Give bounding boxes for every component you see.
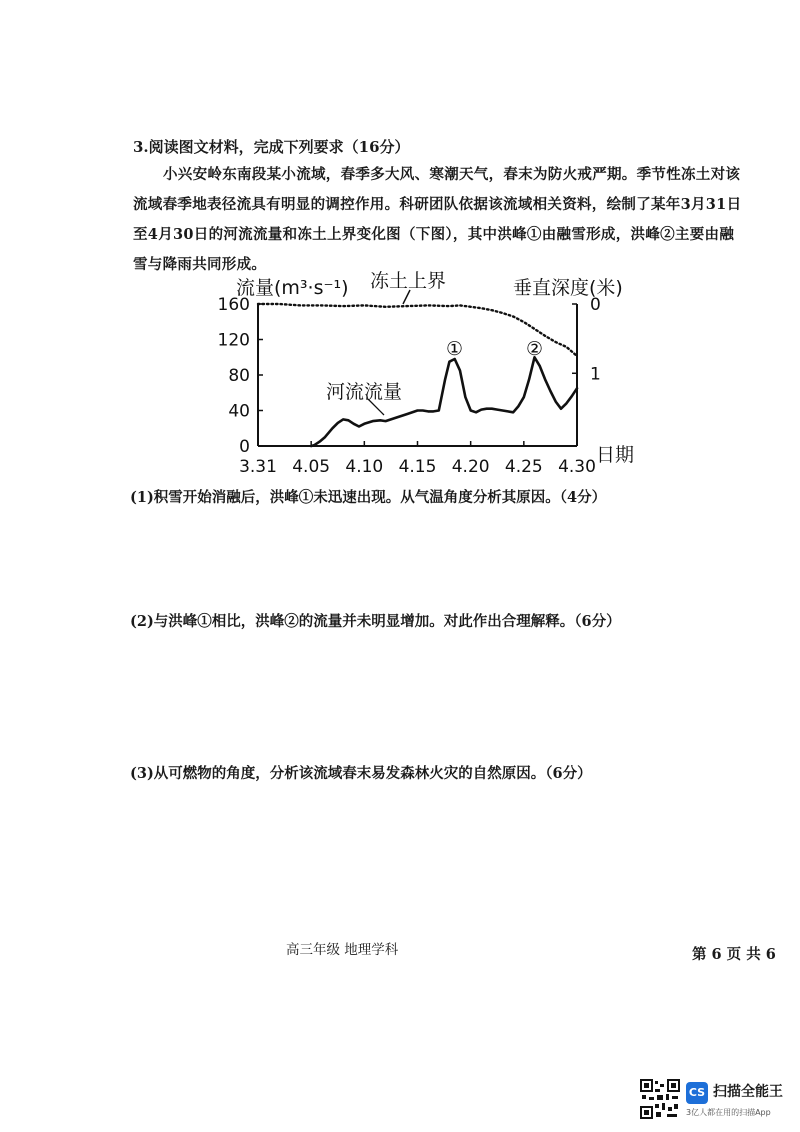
peak-2-label: ②	[526, 338, 544, 360]
permafrost-series-label: 冻土上界	[370, 270, 447, 292]
permafrost-label-pointer	[403, 290, 410, 304]
question-material: 小兴安岭东南段某小流域，春季多大风、寒潮天气，春末为防火戒严期。季节性冻土对该流域春季地表径流具有明显的调控作用。科研团队依据该流域相关资料，绘制了某年3月31日至4月30日的河流流量和冻土上界变化图（下图），其中洪峰①由融雪形成，洪峰②主要由融雪与降雨共同形成。	[133, 166, 742, 273]
scanner-tagline: 3亿人都在用的扫描App	[686, 1108, 771, 1117]
x-axis-label: 日期	[596, 444, 635, 466]
camscanner-logo: CS	[686, 1082, 708, 1104]
y-right-tick-label: 0	[590, 295, 601, 315]
y-left-tick-label: 0	[239, 437, 250, 457]
x-tick-label: 4.25	[504, 457, 543, 477]
x-tick-label: 3.31	[239, 457, 277, 477]
left-axis-label: 流量(m³·s⁻¹)	[236, 277, 349, 299]
y-left-tick-label: 120	[217, 330, 250, 351]
y-right-tick-label: 1	[590, 364, 601, 385]
x-tick-label: 4.20	[451, 457, 490, 477]
x-tick-label: 4.30	[558, 457, 596, 477]
y-left-tick-label: 40	[228, 401, 250, 422]
x-tick-label: 4.10	[345, 457, 384, 477]
subquestion-2: (2)与洪峰①相比，洪峰②的流量并未明显增加。对此作出合理解释。（6分）	[130, 613, 621, 630]
y-left-tick-label: 80	[228, 366, 250, 386]
flow-series-label: 河流流量	[326, 381, 403, 403]
flow-permafrost-chart	[217, 262, 665, 477]
footer-grade-subject: 高三年级 地理学科	[286, 942, 399, 958]
qr-code-icon	[640, 1079, 680, 1119]
scanner-app-name: 扫描全能王	[713, 1084, 783, 1100]
subquestion-1: (1)积雪开始消融后，洪峰①未迅速出现。从气温角度分析其原因。（4分）	[130, 489, 607, 506]
x-tick-label: 4.15	[398, 457, 437, 477]
x-tick-label: 4.05	[292, 457, 331, 477]
subquestion-3: (3)从可燃物的角度，分析该流域春末易发森林火灾的自然原因。（6分）	[130, 765, 592, 782]
y-left-tick-label: 160	[217, 295, 250, 315]
right-axis-label: 垂直深度(米)	[513, 277, 623, 299]
peak-1-label: ①	[446, 338, 464, 360]
footer-page-number: 第 6 页 共 6	[692, 946, 776, 963]
question-title: 3.阅读图文材料，完成下列要求（16分）	[133, 138, 410, 156]
